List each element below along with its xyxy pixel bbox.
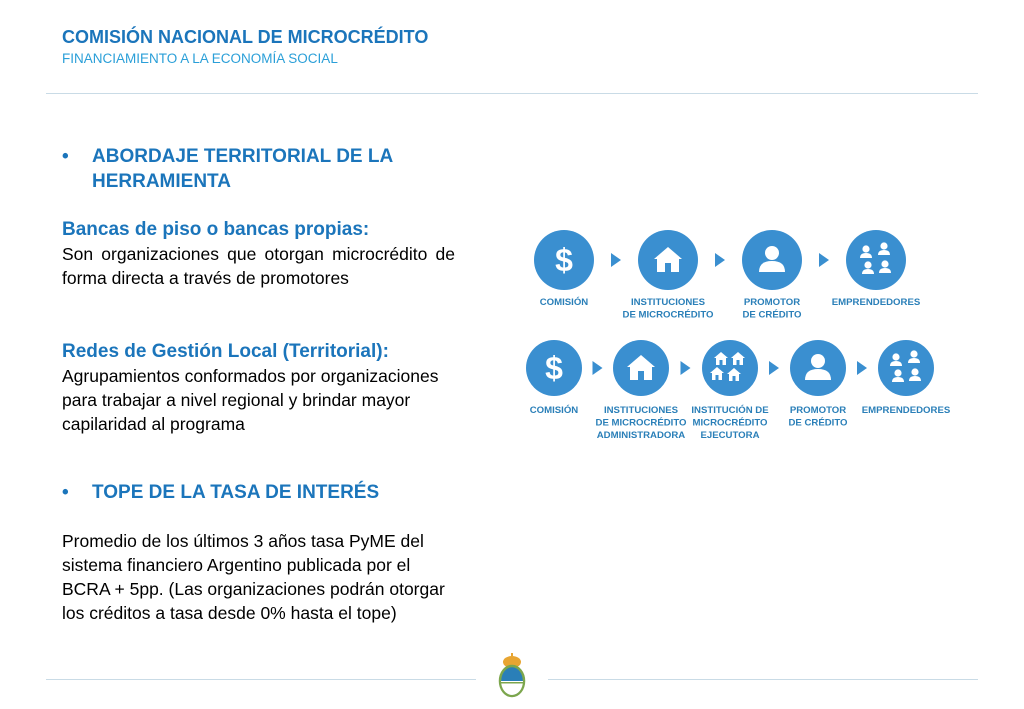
flow-arrow-icon [857, 361, 867, 375]
dollar-icon [555, 242, 573, 278]
node-label: DE MICROCRÉDITO [622, 309, 714, 321]
node-label: PROMOTOR [743, 297, 801, 308]
node-label: EMPRENDEDORES [831, 297, 921, 308]
node-label: DE CRÉDITO [788, 417, 848, 429]
row2-node-4 [789, 340, 849, 429]
row2-node-5 [862, 340, 951, 416]
bottom-divider-left [46, 679, 476, 680]
row2-node-2 [596, 340, 688, 441]
node-label: ADMINISTRADORA [596, 430, 686, 441]
node-label: INSTITUCIONES [630, 297, 706, 308]
bottom-divider-right [548, 679, 978, 680]
flow-arrow-icon [611, 253, 621, 267]
node-circle [878, 340, 934, 396]
node-label: EMPRENDEDORES [861, 405, 951, 416]
node-label: COMISIÓN [529, 405, 579, 416]
node-circle [846, 230, 906, 290]
section2-heading: TOPE DE LA TASA DE INTERÉS [92, 482, 380, 503]
dollar-icon [545, 350, 563, 386]
row2-node-3 [691, 340, 769, 441]
row1-node-1 [534, 230, 594, 308]
flow-arrow-icon [681, 361, 691, 375]
redes-title: Redes de Gestión Local (Territorial): [62, 341, 389, 362]
coat-of-arms-icon [492, 653, 532, 703]
svg-text:$: $ [555, 242, 573, 278]
row1-node-2 [623, 230, 715, 321]
tasa-text: Promedio de los últimos 3 años tasa PyME del sistema financiero Argentino publicada por el BCRA + 5pp. (Las organizaciones podrán otorgar los créditos a tasa desde 0% hasta el tope) [62, 531, 445, 623]
row1-node-4 [832, 230, 921, 308]
bancas-title: Bancas de piso o bancas propias: [62, 219, 370, 240]
flow-arrow-icon [715, 253, 725, 267]
node-label: INSTITUCIONES [603, 405, 679, 416]
row2-node-1 [526, 340, 582, 416]
node-circle [702, 340, 758, 396]
flow-arrow-icon [593, 361, 603, 375]
node-label: INSTITUCIÓN DE [691, 405, 769, 416]
row1-node-3 [742, 230, 802, 321]
header-subtitle: FINANCIAMIENTO A LA ECONOMÍA SOCIAL [62, 51, 338, 66]
bancas-text: Son organizaciones que otorgan microcrédito de forma directa a través de promotores [62, 244, 455, 288]
node-label: MICROCRÉDITO [692, 417, 768, 429]
node-label: PROMOTOR [789, 405, 847, 416]
bullet-marker-2: • [62, 482, 69, 503]
flow-arrow-icon [769, 361, 779, 375]
section1-heading-line2: HERRAMIENTA [92, 171, 231, 192]
node-label: COMISIÓN [539, 297, 589, 308]
bullet-marker: • [62, 146, 69, 167]
redes-text: Agrupamientos conformados por organizaciones para trabajar a nivel regional y brindar mayor capilaridad al programa [62, 366, 439, 434]
node-label: DE CRÉDITO [742, 309, 802, 321]
section1-heading-line1: ABORDAJE TERRITORIAL DE LA [92, 146, 394, 167]
header-title: COMISIÓN NACIONAL DE MICROCRÉDITO [62, 27, 429, 47]
svg-text:$: $ [545, 350, 563, 386]
node-label: EJECUTORA [700, 430, 760, 441]
node-label: DE MICROCRÉDITO [595, 417, 687, 429]
flow-arrow-icon [819, 253, 829, 267]
